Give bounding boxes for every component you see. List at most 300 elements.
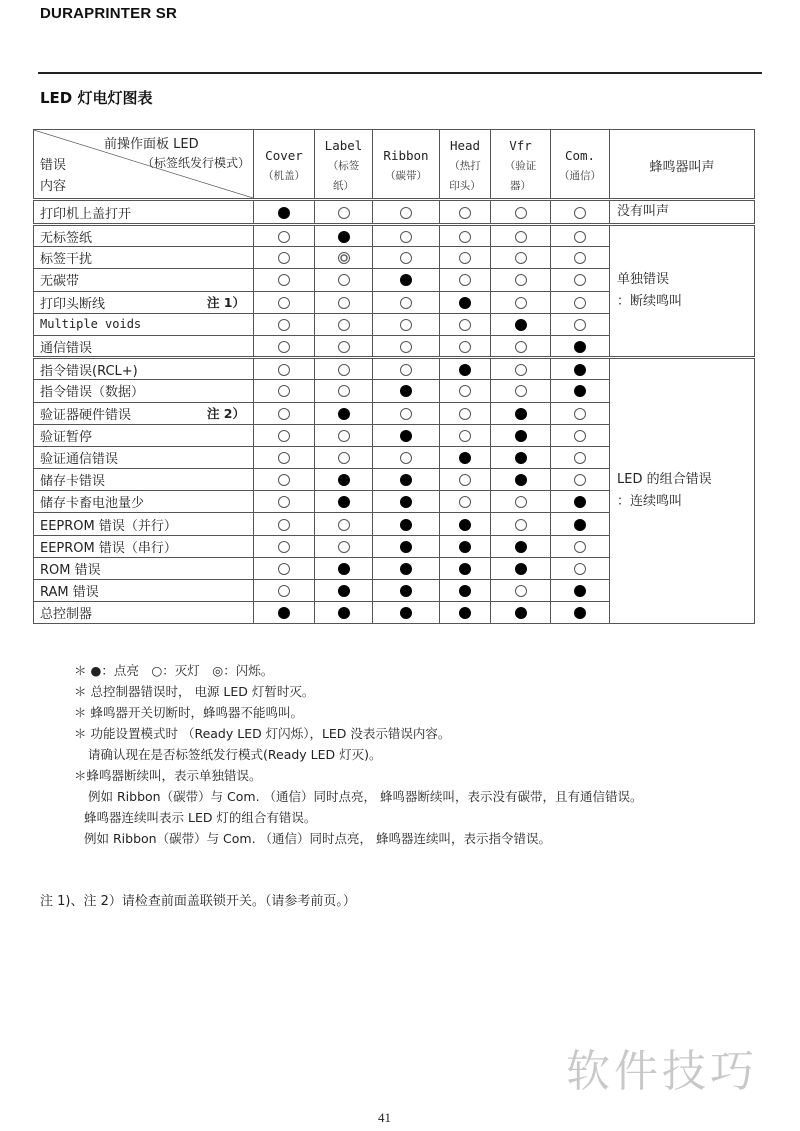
led-off-icon — [278, 585, 290, 597]
led-cell-vfr — [491, 269, 551, 291]
led-off-icon — [400, 452, 412, 464]
led-cell-label — [315, 469, 373, 491]
led-off-icon — [338, 207, 350, 219]
led-cell-com — [551, 269, 610, 291]
led-off-icon — [515, 364, 527, 376]
buzzer-behavior-cell — [610, 225, 755, 358]
buzzer-behavior-line: 没有叫声 — [617, 204, 670, 219]
header-divider — [38, 72, 762, 74]
led-cell-vfr — [491, 491, 551, 513]
led-on-icon — [574, 364, 586, 376]
error-content-cell — [34, 491, 254, 513]
led-cell-label — [315, 580, 373, 602]
led-off-icon — [574, 297, 586, 309]
column-header-en: Vfr — [509, 138, 532, 153]
led-off-icon — [278, 252, 290, 264]
led-cell-com — [551, 513, 610, 535]
led-off-icon — [278, 541, 290, 553]
led-off-icon — [459, 274, 471, 286]
led-off-icon — [400, 207, 412, 219]
led-on-icon — [338, 496, 350, 508]
table-body — [34, 200, 755, 624]
error-label: ROM 错误 — [40, 562, 101, 578]
buzzer-behavior-line: ：连续鸣叫 — [617, 494, 683, 510]
led-off-icon — [515, 274, 527, 286]
column-header-en: Cover — [265, 148, 303, 163]
column-header-cover — [254, 130, 315, 200]
led-cell-ribbon — [373, 580, 440, 602]
led-cell-ribbon — [373, 380, 440, 402]
led-cell-head — [440, 225, 491, 247]
led-off-icon — [278, 519, 290, 531]
error-label: 储存卡错误 — [40, 474, 106, 490]
led-off-icon — [459, 319, 471, 331]
led-cell-label — [315, 491, 373, 513]
led-cell-label — [315, 225, 373, 247]
led-on-icon — [515, 607, 527, 619]
error-label: 验证器硬件错误 — [40, 407, 132, 423]
column-header-en: Label — [324, 138, 363, 153]
led-off-icon — [459, 385, 471, 397]
led-on-icon — [574, 607, 586, 619]
led-cell-cover — [254, 513, 315, 535]
buzzer-behavior-cell — [610, 200, 755, 225]
led-cell-vfr — [491, 424, 551, 446]
column-header-label — [315, 130, 373, 200]
led-on-icon — [400, 496, 412, 508]
led-cell-vfr — [491, 380, 551, 402]
led-cell-cover — [254, 557, 315, 579]
led-cell-ribbon — [373, 358, 440, 380]
led-off-icon — [338, 452, 350, 464]
led-off-icon — [338, 319, 350, 331]
led-cell-head — [440, 402, 491, 424]
led-on-icon — [338, 607, 350, 619]
led-cell-vfr — [491, 313, 551, 335]
led-on-icon — [459, 519, 471, 531]
column-header-zh: 印头） — [449, 180, 481, 192]
led-cell-ribbon — [373, 402, 440, 424]
led-on-icon — [400, 274, 412, 286]
led-off-icon — [338, 430, 350, 442]
error-content-cell — [34, 469, 254, 491]
column-header-zh: 器） — [510, 180, 531, 192]
led-on-icon — [574, 496, 586, 508]
led-cell-com — [551, 424, 610, 446]
error-label: 储存卡畜电池量少 — [40, 496, 145, 512]
led-cell-label — [315, 557, 373, 579]
led-on-icon — [515, 430, 527, 442]
note-legend: ＊ ●：点亮 ○：灭灯 ◎：闪烁。 — [74, 663, 274, 678]
led-off-icon — [278, 319, 290, 331]
led-on-icon — [400, 607, 412, 619]
buzzer-behavior-line: 单独错误 — [617, 272, 670, 288]
notes-block — [74, 660, 643, 849]
led-cell-cover — [254, 291, 315, 313]
led-off-icon — [574, 541, 586, 553]
led-off-icon — [574, 563, 586, 575]
led-cell-label — [315, 424, 373, 446]
led-off-icon — [459, 496, 471, 508]
led-off-icon — [338, 364, 350, 376]
led-off-icon — [400, 231, 412, 243]
led-on-icon — [400, 474, 412, 486]
led-off-icon — [574, 274, 586, 286]
error-content-cell — [34, 446, 254, 468]
led-cell-ribbon — [373, 557, 440, 579]
led-off-icon — [278, 408, 290, 420]
led-cell-com — [551, 557, 610, 579]
led-cell-ribbon — [373, 291, 440, 313]
led-off-icon — [459, 207, 471, 219]
error-content-cell — [34, 335, 254, 357]
table-corner-header — [34, 130, 254, 200]
led-off-icon — [278, 231, 290, 243]
led-cell-label — [315, 402, 373, 424]
error-content-cell — [34, 200, 254, 225]
led-off-icon — [459, 474, 471, 486]
led-cell-label — [315, 313, 373, 335]
led-cell-com — [551, 580, 610, 602]
led-cell-cover — [254, 446, 315, 468]
error-label: 指令错误(RCL+) — [40, 363, 138, 379]
led-cell-head — [440, 358, 491, 380]
error-label: 打印头断线 — [40, 296, 106, 312]
led-cell-head — [440, 580, 491, 602]
column-header-zh: （标签 — [327, 160, 360, 172]
error-content-cell — [34, 557, 254, 579]
led-on-icon — [400, 385, 412, 397]
error-label: 验证暂停 — [40, 429, 93, 445]
error-label: EEPROM 错误（串行） — [40, 540, 177, 556]
led-cell-vfr — [491, 557, 551, 579]
watermark: 软件技巧 — [566, 1046, 758, 1097]
led-on-icon — [338, 563, 350, 575]
led-cell-head — [440, 247, 491, 269]
note-item: 例如 Ribbon（碳带）与 Com. （通信）同时点亮， 蜂鸣器断续叫，表示没有碳带，且有通信错误。 — [88, 789, 643, 804]
led-cell-cover — [254, 602, 315, 624]
led-off-icon — [338, 385, 350, 397]
led-cell-cover — [254, 313, 315, 335]
led-off-icon — [515, 341, 527, 353]
led-cell-com — [551, 535, 610, 557]
led-on-icon — [515, 474, 527, 486]
led-cell-label — [315, 200, 373, 225]
error-content-cell — [34, 269, 254, 291]
led-off-icon — [515, 252, 527, 264]
column-header-zh: （验证 — [504, 160, 537, 172]
led-cell-com — [551, 446, 610, 468]
error-content-cell — [34, 602, 254, 624]
led-cell-ribbon — [373, 313, 440, 335]
led-cell-head — [440, 313, 491, 335]
note-item: 蜂鸣器连续叫表示 LED 灯的组合有错误。 — [84, 810, 317, 825]
led-on-icon — [459, 585, 471, 597]
led-cell-head — [440, 424, 491, 446]
led-cell-vfr — [491, 225, 551, 247]
error-content-cell — [34, 402, 254, 424]
buzzer-behavior-cell — [610, 358, 755, 624]
led-on-icon — [459, 364, 471, 376]
column-header-zh: 纸） — [333, 180, 354, 192]
corner-content-label: 内容 — [40, 179, 67, 194]
error-label: RAM 错误 — [40, 585, 99, 601]
led-cell-head — [440, 535, 491, 557]
led-on-icon — [574, 385, 586, 397]
led-cell-label — [315, 291, 373, 313]
led-cell-head — [440, 380, 491, 402]
note-item: 例如 Ribbon（碳带）与 Com. （通信）同时点亮， 蜂鸣器连续叫，表示指令错误。 — [84, 831, 552, 846]
error-label: Multiple voids — [40, 317, 142, 332]
led-cell-com — [551, 335, 610, 357]
led-off-icon — [278, 274, 290, 286]
led-off-icon — [574, 252, 586, 264]
section-title: LED 灯电灯图表 — [40, 89, 153, 107]
led-on-icon — [459, 607, 471, 619]
led-on-icon — [515, 452, 527, 464]
led-cell-label — [315, 335, 373, 357]
error-content-cell — [34, 291, 254, 313]
led-off-icon — [515, 496, 527, 508]
led-cell-label — [315, 602, 373, 624]
led-cell-com — [551, 358, 610, 380]
led-cell-cover — [254, 535, 315, 557]
led-on-icon — [459, 541, 471, 553]
led-on-icon — [459, 452, 471, 464]
error-content-cell — [34, 225, 254, 247]
led-cell-cover — [254, 335, 315, 357]
buzzer-behavior-line: LED 的组合错误 — [617, 472, 712, 488]
led-on-icon — [338, 231, 350, 243]
error-label: 指令错误（数据） — [40, 385, 145, 401]
led-cell-ribbon — [373, 200, 440, 225]
led-cell-ribbon — [373, 335, 440, 357]
error-content-cell — [34, 513, 254, 535]
led-cell-vfr — [491, 402, 551, 424]
note-item: ＊蜂鸣器断续叫，表示单独错误。 — [74, 768, 262, 783]
note-item: 请确认现在是否标签纸发行模式(Ready LED 灯灭)。 — [88, 747, 382, 762]
led-off-icon — [338, 297, 350, 309]
led-cell-vfr — [491, 291, 551, 313]
led-cell-head — [440, 291, 491, 313]
led-on-icon — [278, 207, 290, 219]
column-header-head — [440, 130, 491, 200]
led-cell-vfr — [491, 602, 551, 624]
led-cell-label — [315, 247, 373, 269]
error-label: 验证通信错误 — [40, 451, 119, 467]
led-off-icon — [459, 430, 471, 442]
table-row — [34, 358, 755, 380]
led-cell-head — [440, 469, 491, 491]
footnote: 注 1)、注 2）请检查前面盖联锁开关。（请参考前页。） — [40, 894, 356, 909]
led-cell-head — [440, 491, 491, 513]
led-off-icon — [515, 297, 527, 309]
led-off-icon — [574, 408, 586, 420]
led-off-icon — [338, 541, 350, 553]
column-header-en: Com. — [564, 148, 596, 163]
error-content-cell — [34, 424, 254, 446]
led-cell-cover — [254, 380, 315, 402]
led-off-icon — [278, 385, 290, 397]
led-cell-vfr — [491, 580, 551, 602]
led-on-icon — [515, 541, 527, 553]
led-off-icon — [338, 274, 350, 286]
corner-error-label: 错误 — [40, 158, 67, 173]
led-off-icon — [459, 231, 471, 243]
led-cell-com — [551, 402, 610, 424]
error-content-cell — [34, 380, 254, 402]
led-cell-vfr — [491, 358, 551, 380]
led-cell-head — [440, 557, 491, 579]
led-cell-label — [315, 269, 373, 291]
led-cell-ribbon — [373, 269, 440, 291]
led-on-icon — [515, 319, 527, 331]
error-content-cell — [34, 535, 254, 557]
led-off-icon — [400, 408, 412, 420]
led-off-icon — [400, 319, 412, 331]
error-label: EEPROM 错误（并行） — [40, 518, 177, 534]
led-cell-com — [551, 469, 610, 491]
led-cell-cover — [254, 424, 315, 446]
led-cell-cover — [254, 200, 315, 225]
column-header-zh: （通信） — [559, 170, 601, 182]
led-cell-com — [551, 291, 610, 313]
led-off-icon — [574, 231, 586, 243]
led-off-icon — [515, 231, 527, 243]
table-row — [34, 200, 755, 225]
led-on-icon — [459, 563, 471, 575]
led-off-icon — [278, 474, 290, 486]
corner-led-label: 前操作面板 LED — [104, 137, 199, 152]
led-cell-com — [551, 313, 610, 335]
column-header-zh: （机盖） — [263, 170, 305, 182]
led-cell-com — [551, 380, 610, 402]
error-content-cell — [34, 358, 254, 380]
led-off-icon — [459, 341, 471, 353]
table-row — [34, 225, 755, 247]
led-cell-head — [440, 513, 491, 535]
led-cell-cover — [254, 469, 315, 491]
led-off-icon — [278, 341, 290, 353]
led-cell-cover — [254, 580, 315, 602]
error-label: 打印机上盖打开 — [40, 206, 132, 222]
led-cell-com — [551, 200, 610, 225]
led-cell-cover — [254, 402, 315, 424]
led-off-icon — [574, 474, 586, 486]
led-off-icon — [574, 430, 586, 442]
led-on-icon — [574, 341, 586, 353]
led-off-icon — [515, 207, 527, 219]
led-cell-label — [315, 358, 373, 380]
led-cell-vfr — [491, 200, 551, 225]
led-cell-com — [551, 225, 610, 247]
led-cell-vfr — [491, 335, 551, 357]
led-cell-cover — [254, 247, 315, 269]
led-cell-head — [440, 446, 491, 468]
led-cell-com — [551, 247, 610, 269]
note-reference: 注 2） — [206, 406, 245, 422]
error-content-cell — [34, 247, 254, 269]
column-header-com — [551, 130, 610, 200]
led-cell-vfr — [491, 535, 551, 557]
led-on-icon — [400, 541, 412, 553]
led-off-icon — [400, 252, 412, 264]
table-header-row — [34, 130, 755, 200]
led-off-icon — [278, 364, 290, 376]
led-on-icon — [400, 585, 412, 597]
led-off-icon — [574, 452, 586, 464]
led-cell-label — [315, 513, 373, 535]
led-cell-vfr — [491, 247, 551, 269]
column-header-zh: （热打 — [449, 160, 481, 172]
led-on-icon — [400, 563, 412, 575]
column-header-en: Head — [449, 138, 481, 153]
led-off-icon — [515, 585, 527, 597]
led-cell-com — [551, 491, 610, 513]
error-content-cell — [34, 580, 254, 602]
led-off-icon — [338, 341, 350, 353]
note-item: ＊ 蜂鸣器开关切断时，蜂鸣器不能鸣叫。 — [74, 705, 303, 720]
buzzer-behavior-line: ：断续鸣叫 — [617, 294, 683, 310]
corner-mode-label: （标签纸发行模式） — [142, 156, 251, 170]
led-cell-ribbon — [373, 446, 440, 468]
led-blink-icon — [338, 252, 350, 264]
led-cell-vfr — [491, 469, 551, 491]
error-label: 标签干扰 — [40, 252, 93, 268]
error-content-cell — [34, 313, 254, 335]
led-cell-ribbon — [373, 225, 440, 247]
document-header-title: DURAPRINTER SR — [40, 5, 177, 22]
led-on-icon — [515, 563, 527, 575]
error-label: 通信错误 — [40, 340, 93, 356]
led-on-icon — [574, 585, 586, 597]
led-on-icon — [515, 408, 527, 420]
led-on-icon — [338, 408, 350, 420]
led-cell-label — [315, 446, 373, 468]
led-cell-head — [440, 269, 491, 291]
led-cell-head — [440, 602, 491, 624]
note-reference: 注 1） — [206, 295, 245, 311]
column-header-zh: （碳带） — [385, 170, 427, 182]
led-cell-head — [440, 335, 491, 357]
led-cell-ribbon — [373, 513, 440, 535]
column-header-buzzer: 蜂鸣器叫声 — [610, 130, 755, 200]
led-status-table — [33, 129, 755, 624]
error-label: 总控制器 — [40, 607, 93, 623]
led-off-icon — [278, 563, 290, 575]
led-cell-cover — [254, 225, 315, 247]
led-cell-vfr — [491, 513, 551, 535]
led-cell-vfr — [491, 446, 551, 468]
led-off-icon — [278, 430, 290, 442]
led-cell-cover — [254, 358, 315, 380]
led-off-icon — [574, 207, 586, 219]
led-off-icon — [459, 408, 471, 420]
led-off-icon — [515, 385, 527, 397]
led-off-icon — [515, 519, 527, 531]
led-off-icon — [400, 341, 412, 353]
led-on-icon — [278, 607, 290, 619]
led-on-icon — [400, 430, 412, 442]
led-off-icon — [459, 252, 471, 264]
column-header-vfr — [491, 130, 551, 200]
led-on-icon — [400, 519, 412, 531]
led-off-icon — [574, 319, 586, 331]
led-off-icon — [278, 496, 290, 508]
column-header-ribbon — [373, 130, 440, 200]
note-item: ＊ 总控制器错误时， 电源 LED 灯暂时灭。 — [74, 684, 315, 699]
led-cell-ribbon — [373, 602, 440, 624]
